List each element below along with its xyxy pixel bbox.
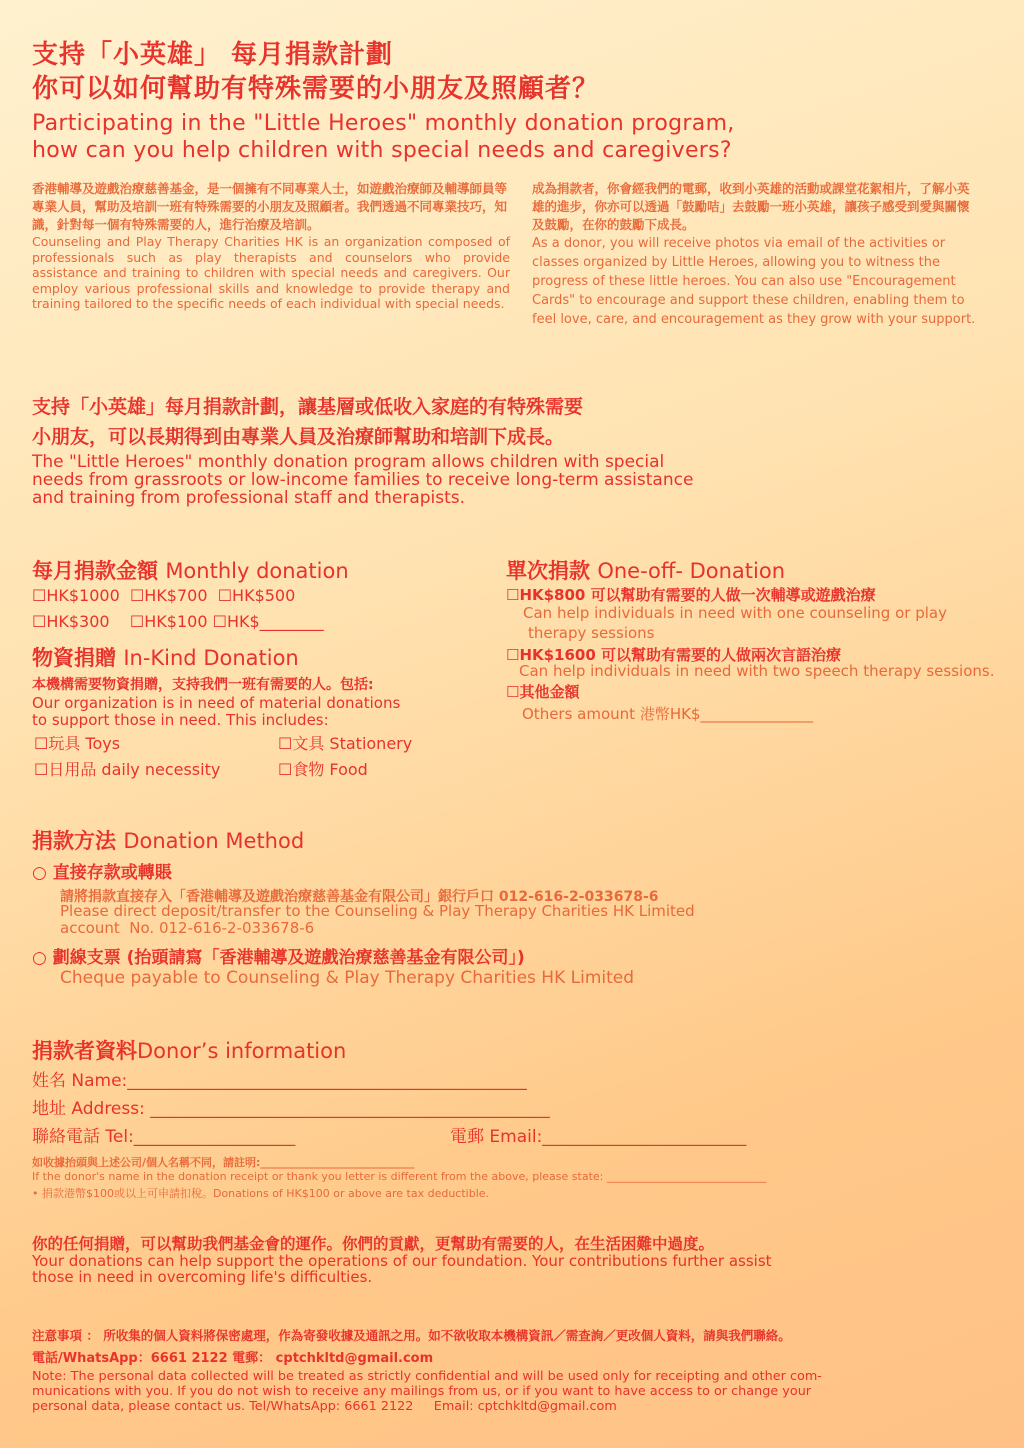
inkind-desc-en2: to support those in need. This includes:	[32, 711, 329, 729]
closing-zh: 你的任何捐贈，可以幫助我們基金會的運作。你們的貢獻，更幫助有需要的人，在生活困難中過度。	[32, 1235, 715, 1253]
oneoff-title	[506, 555, 785, 585]
notice-en2: munications with you. If you do not wish to receive any mailings from us, or if you want to have access to or change your	[32, 1384, 812, 1399]
title-zh-line2: 你可以如何幫助有特殊需要的小朋友及照顧者？	[32, 74, 600, 104]
oneoff-option-800-en2: therapy sessions	[528, 624, 655, 642]
method-title-zh: 捐款方法	[32, 829, 116, 853]
inkind-item-daily[interactable]: ☐日用品 daily necessity	[34, 760, 221, 779]
oneoff-option-1600[interactable]: ☐HK$1600 可以幫助有需要的人做兩次言語治療	[506, 646, 842, 664]
intro-right-en: As a donor, you will receive photos via email of the activities or classes organized by Little Heroes, allowing you to witness the progress of these little heroes. You can also use "Encouragement Cards" to encourage and support these children, enabling them to feel love, care, and encouragement as they grow with your support.	[532, 236, 976, 327]
method-1-title[interactable]: ○ 直接存款或轉賬	[32, 863, 172, 883]
inkind-title-zh: 物資捐贈	[32, 646, 116, 670]
method-title-en: Donation Method	[123, 829, 305, 853]
notice-zh: 注意事項 ： 所收集的個人資料將保密處理，作為寄發收據及通訊之用。如不欲收取本機構資訊／需查詢／更改個人資料，請與我們聯絡。	[32, 1328, 791, 1343]
inkind-title	[32, 642, 299, 672]
inkind-item-food[interactable]: ☐食物 Food	[278, 760, 368, 779]
donor-tax-note: • 捐款港幣$100或以上可申請扣稅。Donations of HK$100 or above are tax deductible.	[32, 1187, 490, 1200]
closing-en2: those in need in overcoming life's difficulties.	[32, 1268, 373, 1286]
program-en-line2: needs from grassroots or low-income families to receive long-term assistance	[32, 470, 694, 490]
method-2-en: Cheque payable to Counseling & Play Therapy Charities HK Limited	[60, 968, 635, 988]
oneoff-option-800[interactable]: ☐HK$800 可以幫助有需要的人做一次輔導或遊戲治療	[506, 586, 876, 604]
donor-tel-field[interactable]: 聯絡電話 Tel:___________________	[32, 1127, 296, 1147]
donor-receipt-zh[interactable]: 如收據抬頭與上述公司/個人名稱不同，請註明:____________________________	[32, 1156, 415, 1169]
closing-en1: Your donations can help support the operations of our foundation. Your contributions further assist	[32, 1252, 772, 1270]
method-1-en2: account No. 012-616-2-033678-6	[60, 919, 315, 937]
intro-left-zh: 香港輔導及遊戲治療慈善基金，是一個擁有不同專業人士，如遊戲治療師及輔導師員等專業人員，幫助及培訓一班有特殊需要的小朋友及照顧者。我們透過不同專業技巧，知識，針對每一個有特殊需要的人，進行治療及培訓。	[32, 181, 508, 232]
monthly-options-row1[interactable]: ☐HK$1000 ☐HK$700 ☐HK$500	[32, 586, 296, 605]
monthly-title	[32, 555, 349, 585]
title-en-line1: Participating in the "Little Heroes" monthly donation program,	[32, 111, 735, 136]
oneoff-option-other[interactable]: ☐其他金額	[506, 683, 580, 701]
inkind-item-stationery[interactable]: ☐文具 Stationery	[278, 734, 413, 753]
program-zh-line2: 小朋友，可以長期得到由專業人員及治療師幫助和培訓下成長。	[32, 426, 565, 448]
method-1-zh: 請將捐款直接存入「香港輔導及遊戲治療慈善基金有限公司」銀行戶口 012-616-2-033678-6	[60, 889, 659, 905]
notice-en3: personal data, please contact us. Tel/WhatsApp: 6661 2122 Email: cptchkltd@gmail.com	[32, 1399, 617, 1414]
intro-right-zh: 成為捐款者，你會經我們的電郵，收到小英雄的活動或課堂花絮相片，了解小英雄的進步，你亦可以透過「鼓勵咭」去鼓勵一班小英雄，讓孩子感受到愛與關懷及鼓勵，在你的鼓勵下成長。	[532, 181, 970, 232]
intro-right	[532, 180, 978, 329]
title-en-line2: how can you help children with special needs and caregivers?	[32, 138, 732, 163]
donor-address-field[interactable]: 地址 Address: _______________________________________________	[32, 1099, 550, 1119]
title-zh-line1: 支持「小英雄」 每月捐款計劃	[32, 40, 394, 70]
method-title	[32, 825, 304, 855]
inkind-title-en: In-Kind Donation	[123, 646, 299, 670]
oneoff-option-1600-en: Can help individuals in need with two speech therapy sessions.	[519, 662, 995, 680]
notice-contact-zh: 電話/WhatsApp：6661 2122 電郵： cptchkltd@gmail.com	[32, 1351, 434, 1366]
donor-email-field[interactable]: 電郵 Email:________________________	[450, 1127, 747, 1147]
notice-en1: Note: The personal data collected will be treated as strictly confidential and will be used only for receipting and other com-	[32, 1369, 822, 1384]
program-zh-line1: 支持「小英雄」每月捐款計劃，讓基層或低收入家庭的有特殊需要	[32, 396, 584, 418]
inkind-item-toys[interactable]: ☐玩具 Toys	[34, 734, 121, 753]
intro-left-en: Counseling and Play Therapy Charities HK is an organization composed of professionals such as play therapists and counselors who provide assistance and training to children with special needs and caregivers. Our employ various professional skills and knowledge to provide therapy and training tailored to the specific needs of each individual with special needs.	[32, 234, 510, 311]
program-en-line3: and training from professional staff and therapists.	[32, 488, 466, 508]
donor-title	[32, 1035, 346, 1065]
oneoff-option-800-en1: Can help individuals in need with one counseling or play	[523, 604, 947, 622]
inkind-desc-zh: 本機構需要物資捐贈，支持我們一班有需要的人。包括:	[32, 677, 374, 693]
method-1-en1: Please direct deposit/transfer to the Counseling & Play Therapy Charities HK Limited	[60, 902, 695, 920]
program-en-line1: The "Little Heroes" monthly donation program allows children with special	[32, 452, 665, 472]
monthly-options-row2[interactable]: ☐HK$300 ☐HK$100 ☐HK$________	[32, 612, 324, 631]
donor-title-en: Donor’s information	[137, 1039, 347, 1063]
oneoff-other-amount[interactable]: Others amount 港幣HK$_______________	[522, 705, 813, 723]
monthly-title-zh: 每月捐款金額	[32, 559, 158, 583]
inkind-desc-en1: Our organization is in need of material donations	[32, 694, 401, 712]
method-2-title[interactable]: ○ 劃線支票 (抬頭請寫「香港輔導及遊戲治療慈善基金有限公司」)	[32, 948, 525, 968]
oneoff-title-en: One-off- Donation	[597, 559, 786, 583]
donor-name-field[interactable]: 姓名 Name:_______________________________________________	[32, 1071, 527, 1091]
intro-left	[32, 180, 510, 312]
donor-receipt-en[interactable]: If the donor's name in the donation receipt or thank you letter is different from the above, please state: _____________________________	[32, 1170, 767, 1183]
oneoff-title-zh: 單次捐款	[506, 559, 590, 583]
donor-title-zh: 捐款者資料	[32, 1039, 137, 1063]
monthly-title-en: Monthly donation	[165, 559, 349, 583]
